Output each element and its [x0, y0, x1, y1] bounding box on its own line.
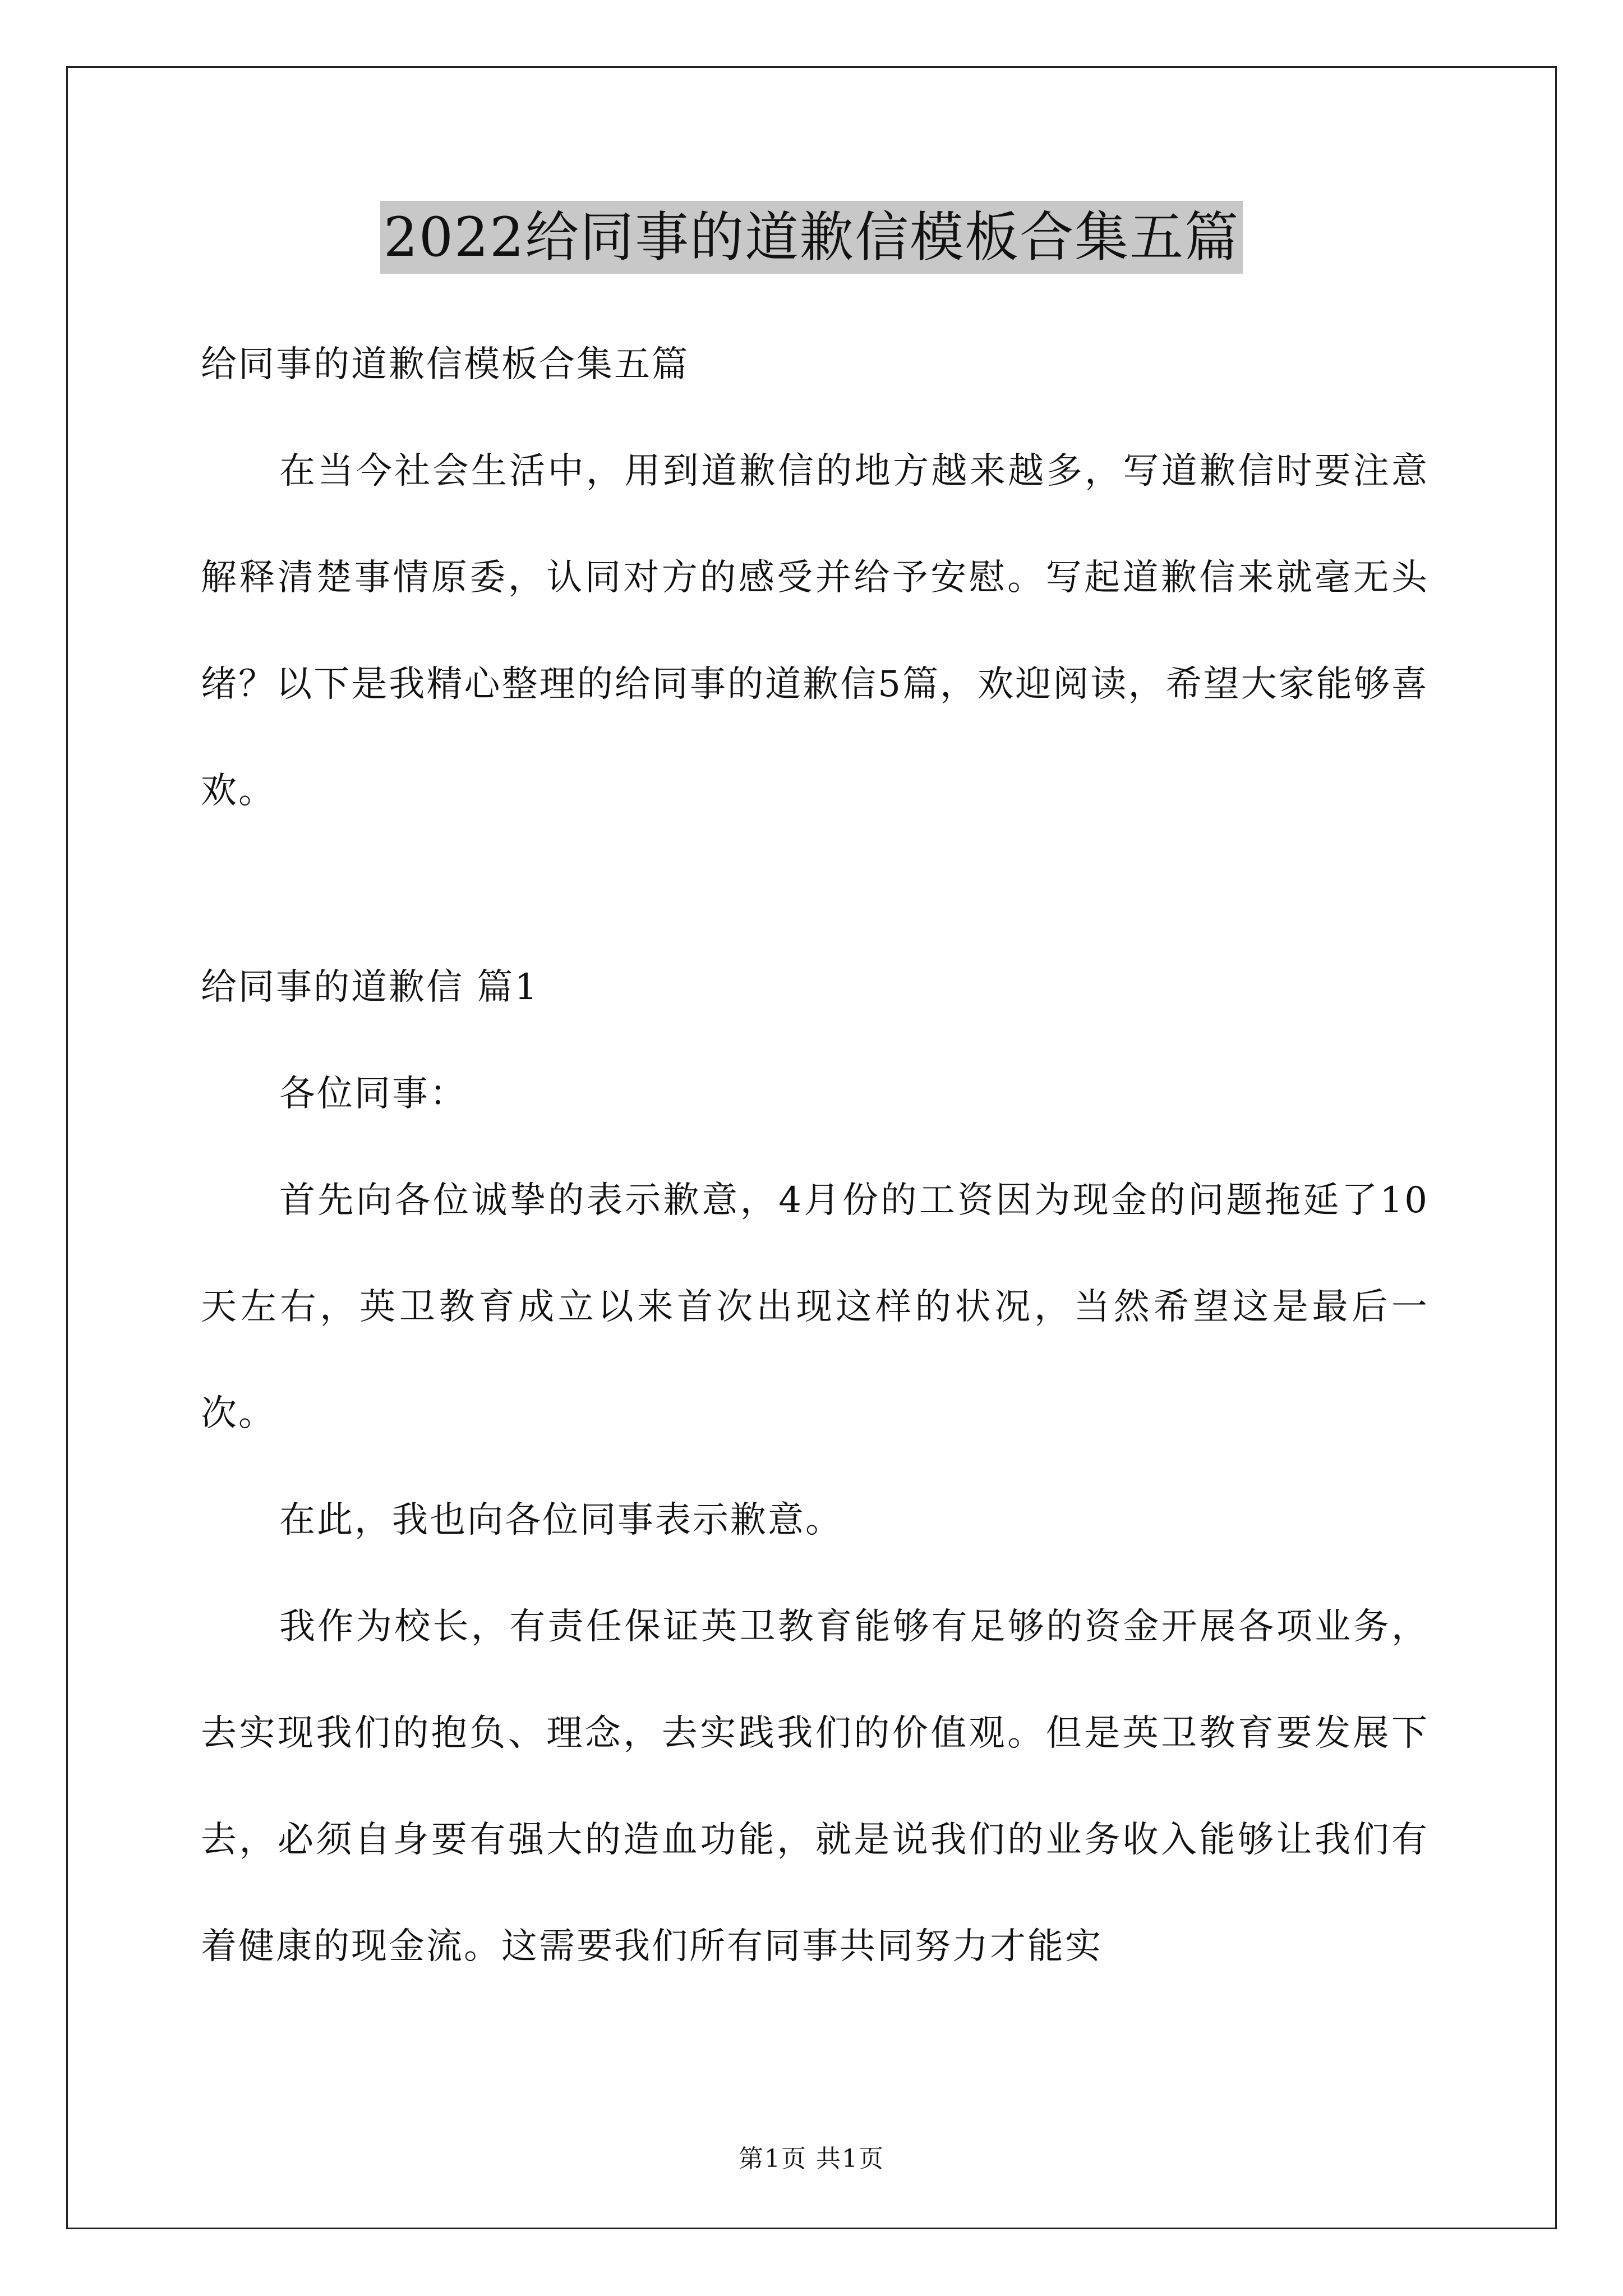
title-wrap — [0, 201, 1623, 274]
salutation: 各位同事： — [279, 1073, 467, 1115]
body-paragraph-1: 首先向各位诚挚的表示歉意，4月份的工资因为现金的问题拖延了10天左右，英卫教育成立以来首次出现这样的状况，当然希望这是最后一次。 — [201, 1180, 1429, 1434]
document-body — [201, 311, 1429, 2000]
intro-paragraph: 在当今社会生活中，用到道歉信的地方越来越多，写道歉信时要注意解释清楚事情原委，认同对方的感受并给予安慰。写起道歉信来就毫无头绪？以下是我精心整理的给同事的道歉信5篇，欢迎阅读，希望大家能够喜欢。 — [201, 450, 1429, 812]
page-footer: 第1页 共1页 — [739, 2145, 884, 2173]
document-title: 2022给同事的道歉信模板合集五篇 — [380, 201, 1243, 274]
subtitle: 给同事的道歉信模板合集五篇 — [201, 344, 689, 385]
section-heading: 给同事的道歉信 篇1 — [201, 967, 540, 1008]
body-paragraph-3: 我作为校长，有责任保证英卫教育能够有足够的资金开展各项业务，去实现我们的抱负、理念，去实践我们的价值观。但是英卫教育要发展下去，必须自身要有强大的造血功能，就是说我们的业务收入能够让我们有着健康的现金流。这需要我们所有同事共同努力才能实 — [201, 1606, 1429, 1967]
body-paragraph-2: 在此，我也向各位同事表示歉意。 — [279, 1499, 843, 1541]
